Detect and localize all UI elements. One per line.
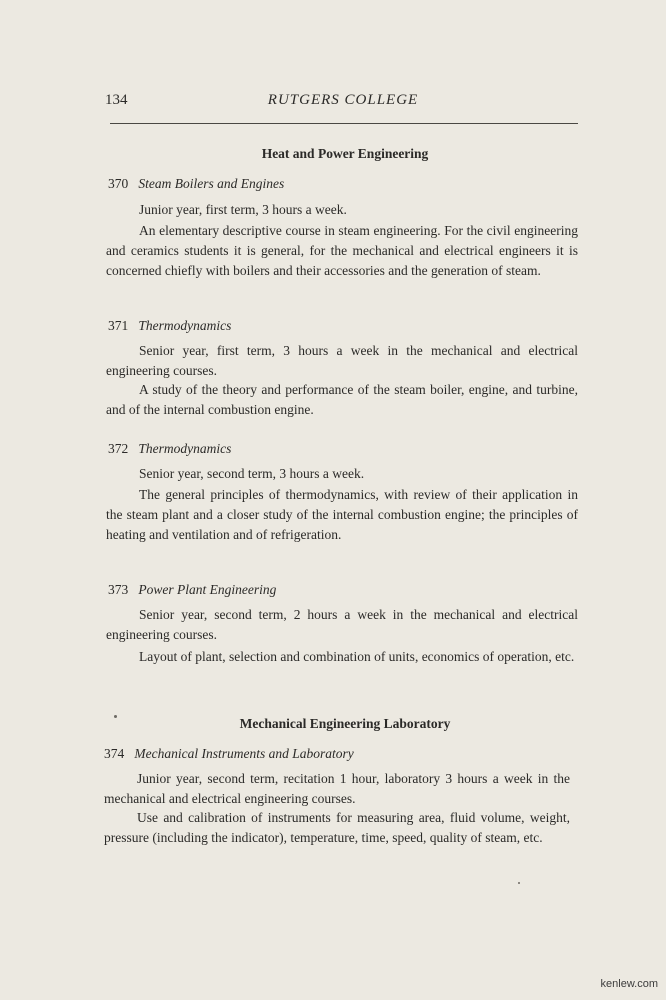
running-header — [105, 92, 581, 116]
course-name: Mechanical Instruments and Laboratory — [134, 746, 354, 761]
course-372-schedule: Senior year, second term, 3 hours a week. — [139, 466, 365, 481]
course-number: 374 — [104, 746, 125, 761]
course-number: 371 — [108, 318, 129, 333]
running-title: RUTGERS COLLEGE — [267, 92, 419, 108]
course-number: 372 — [108, 441, 129, 456]
course-370-schedule: Junior year, first term, 3 hours a week. — [139, 202, 347, 217]
course-373-description: Layout of plant, selection and combination of units, economics of operation, etc. — [139, 649, 575, 664]
course-name: Steam Boilers and Engines — [138, 176, 285, 191]
course-number: 370 — [108, 176, 129, 191]
course-371-description: A study of the theory and performance of the steam boiler, engine, and turbine, and of the internal combustion engine. — [106, 382, 578, 417]
header-rule — [110, 123, 578, 124]
course-name: Power Plant Engineering — [138, 582, 277, 597]
print-speck — [518, 882, 520, 884]
course-title-370 — [108, 176, 284, 192]
course-374-schedule: Junior year, second term, recitation 1 hour, laboratory 3 hours a week in the mechanical and electrical engineering courses. — [104, 771, 570, 806]
page-number: 134 — [105, 92, 128, 108]
course-title-373 — [108, 582, 276, 598]
watermark-text: kenlew.com — [600, 978, 658, 990]
course-374-description: Use and calibration of instruments for measuring area, fluid volume, weight, pressure (including the indicator), temperature, time, speed, quality of steam, etc. — [104, 810, 570, 845]
course-title-372 — [108, 441, 231, 457]
course-372-description: The general principles of thermodynamics, with review of their application in the steam plant and a closer study of the internal combustion engine; the principles of heating and ventilation and of refrigeration. — [106, 487, 578, 542]
course-title-371 — [108, 318, 231, 334]
course-name: Thermodynamics — [138, 318, 232, 333]
course-name: Thermodynamics — [138, 441, 232, 456]
section-heading-heat-power: Heat and Power Engineering — [261, 146, 429, 161]
course-373-schedule: Senior year, second term, 2 hours a week in the mechanical and electrical engineering courses. — [106, 607, 578, 642]
section-heading-mech-lab: Mechanical Engineering Laboratory — [239, 716, 451, 731]
course-371-schedule: Senior year, first term, 3 hours a week in the mechanical and electrical engineering courses. — [106, 343, 578, 378]
course-title-374 — [104, 746, 354, 762]
course-number: 373 — [108, 582, 129, 597]
course-370-description: An elementary descriptive course in steam engineering. For the civil engineering and ceramics students it is general, for the mechanical and electrical engineers it is concerned chiefly with boilers and their accessories and the generation of steam. — [106, 223, 578, 278]
